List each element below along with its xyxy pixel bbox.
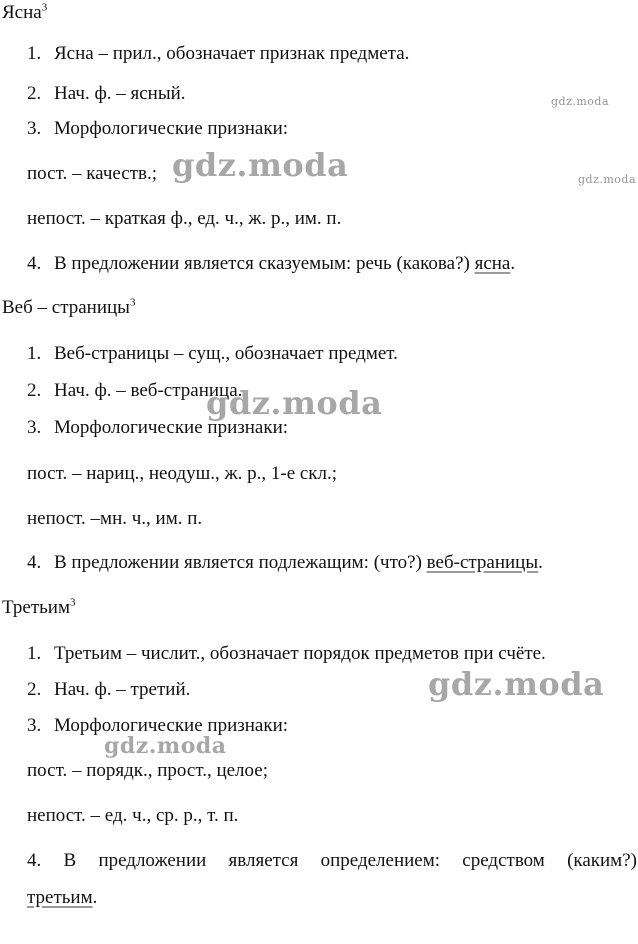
list-item: 4. В предложении является сказуемым: речь (какова?) ясна. xyxy=(27,253,516,274)
list-item-justified: 4. В предложении является определением: средством (каким?) xyxy=(27,850,637,871)
list-item-continuation: третьим. xyxy=(27,887,98,908)
list-item: 1. Веб-страницы – сущ., обозначает предмет. xyxy=(27,343,398,364)
constant-features: пост. – качеств.; xyxy=(27,163,158,184)
watermark: gdz.moda xyxy=(578,173,637,186)
constant-features: пост. – порядк., прост., целое; xyxy=(27,760,268,781)
watermark: gdz.moda xyxy=(104,733,227,759)
section-title: Ясна$^3$ xyxy=(2,1,48,23)
list-item: 4. В предложении является подлежащим: (что?) веб-страницы. xyxy=(27,552,543,573)
list-item: 2. Нач. ф. – ясный. xyxy=(27,83,186,104)
constant-features: пост. – нариц., неодуш., ж. р., 1-е скл.; xyxy=(27,463,338,484)
list-item: 3. Морфологические признаки: xyxy=(27,118,289,139)
variable-features: непост. – ед. ч., ср. р., т. п. xyxy=(27,805,239,826)
list-item: 2. Нач. ф. – веб-страница. xyxy=(27,380,243,401)
variable-features: непост. – краткая ф., ед. ч., ж. р., им. п. xyxy=(27,208,342,229)
watermark: gdz.moda xyxy=(551,95,610,108)
watermark: gdz.moda xyxy=(428,665,605,703)
variable-features: непост. –мн. ч., им. п. xyxy=(27,508,203,529)
list-item: 3. Морфологические признаки: xyxy=(27,715,289,736)
section-title: Веб – страницы$^3$ xyxy=(2,296,136,318)
watermark: gdz.moda xyxy=(172,146,349,184)
list-item: 3. Морфологические признаки: xyxy=(27,417,289,438)
list-item: 1. Ясна – прил., обозначает признак предмета. xyxy=(27,43,410,64)
watermark: gdz.moda xyxy=(206,384,383,422)
list-item: 1. Третьим – числит., обозначает порядок предметов при счёте. xyxy=(27,643,546,664)
list-item: 2. Нач. ф. – третий. xyxy=(27,679,191,700)
section-title: Третьим$^3$ xyxy=(2,596,76,618)
